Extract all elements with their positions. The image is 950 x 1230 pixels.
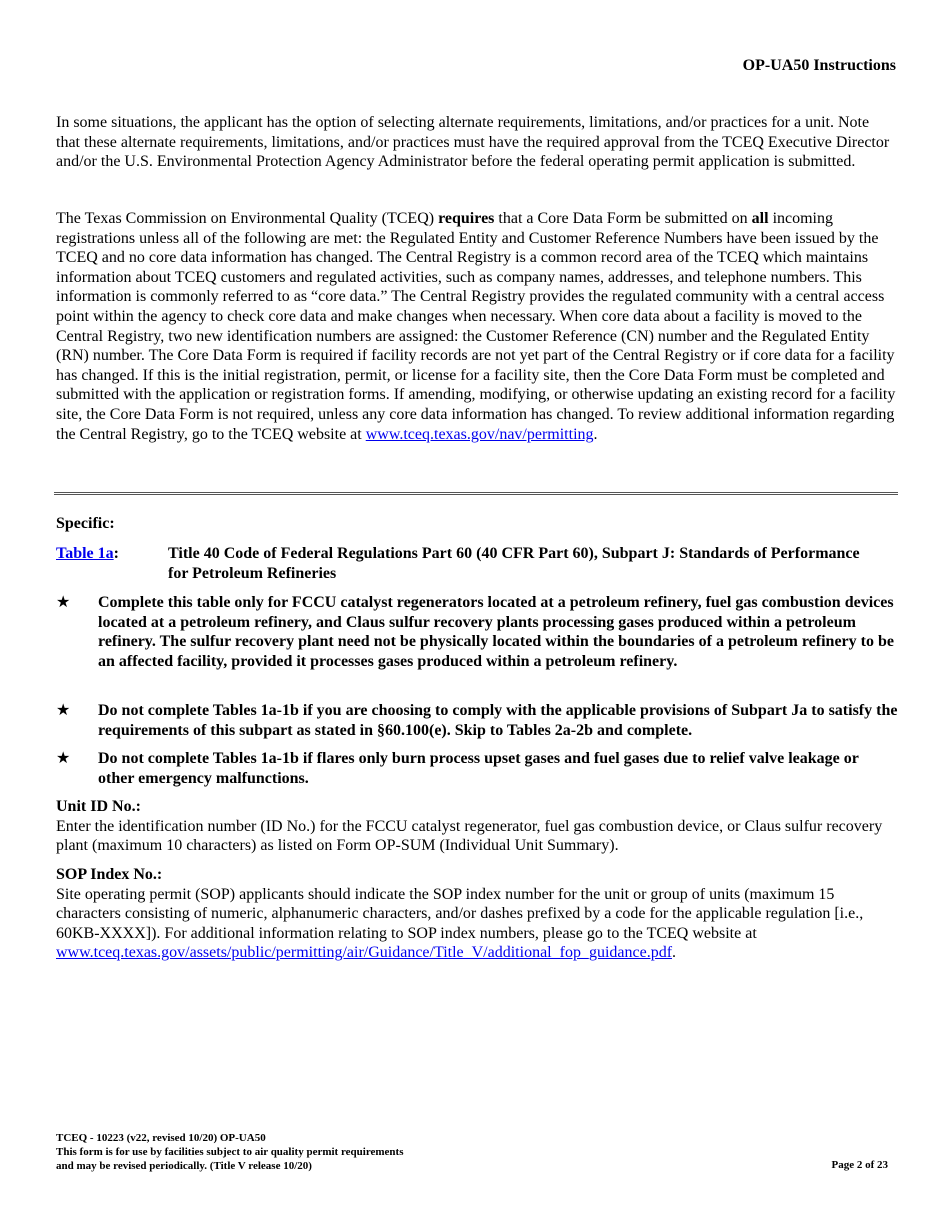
p2-text-e: incoming registrations unless all of the following are met: the Regulated Entity and Customer Reference Numbers have been issued by the TCEQ and no core data information has changed. The Central Registry is a common record area of the TCEQ which maintains information about TCEQ customers and regulated activities, such as company names, addresses, and telephone numbers. This information is commonly referred to as “core data.” The Central Registry provides the regulated community with a central access point within the agency to check core data and make changes when necessary. When core data about a facility is moved to the Central Registry, two new identification numbers are assigned: the Customer Reference (CN) number and the Regulated Entity (RN) number. The Core Data Form is required if facility records are not yet part of the Central Registry or if core data for a facility has changed. If this is the initial registration, permit, or license for a facility site, then the Core Data Form must be completed and submitted with the application or registration forms. If amending, modifying, or otherwise updating an existing record for a facility site, the Core Data Form is not required, unless any core data information has changed. To review additional information regarding the Central Registry, go to the TCEQ website at bbox=[56, 210, 896, 443]
unit-id-text: Enter the identification number (ID No.) for the FCCU catalyst regenerator, fuel gas combustion device, or Claus sulfur recovery plant (maximum 10 characters) as listed on Form OP-SUM (Individual Unit Summary). bbox=[56, 817, 883, 855]
page-number: Page 2 of 23 bbox=[831, 1159, 888, 1171]
p2-text-c: that a Core Data Form be submitted on bbox=[494, 210, 752, 227]
sop-index-paragraph bbox=[56, 885, 896, 963]
p2-text-end: . bbox=[593, 425, 598, 443]
table-1a-label bbox=[56, 544, 119, 564]
bullet-text: Do not complete Tables 1a-1b if flares only burn process upset gases and fuel gases due to relief valve leakage or other emergency malfunctions. bbox=[98, 750, 859, 787]
footer-line-2: This form is for use by facilities subject to air quality permit requirements bbox=[56, 1146, 404, 1158]
page-footer bbox=[56, 1131, 404, 1173]
star-bullet-icon: ★ bbox=[56, 702, 71, 719]
table-1a-title: Title 40 Code of Federal Regulations Part 60 (40 CFR Part 60), Subpart J: Standards of Performance for Petroleum Refineries bbox=[168, 545, 860, 582]
section-divider bbox=[54, 492, 898, 495]
table-1a-colon: : bbox=[113, 545, 119, 562]
star-bullet-icon: ★ bbox=[56, 750, 71, 767]
p2-bold-all: all bbox=[751, 210, 769, 227]
star-bullet-icon: ★ bbox=[56, 594, 71, 611]
sop-index-section bbox=[56, 865, 896, 963]
page-header-title: OP-UA50 Instructions bbox=[742, 57, 896, 74]
permitting-link[interactable]: www.tceq.texas.gov/nav/permitting bbox=[365, 425, 594, 443]
footer-line-3: and may be revised periodically. (Title V release 10/20) bbox=[56, 1160, 312, 1172]
table-1a-link[interactable]: Table 1a bbox=[56, 545, 114, 562]
bullet-text: Complete this table only for FCCU catalyst regenerators located at a petroleum refinery, fuel gas combustion devices located at a petroleum refinery, and Claus sulfur recovery plants processing gases produced within a petroleum refinery. The sulfur recovery plant need not be physically located within the boundaries of a petroleum refinery to be an affected facility, provided it processes gases produced within a petroleum refinery. bbox=[98, 594, 894, 670]
sop-index-end: . bbox=[672, 944, 677, 962]
intro-paragraph-2 bbox=[56, 209, 896, 444]
bullet-text: Do not complete Tables 1a-1b if you are choosing to comply with the applicable provisions of Subpart Ja to satisfy the requirements of this subpart as stated in §60.100(e). Skip to Tables 2a-2b and complete. bbox=[98, 702, 898, 739]
p2-bold-requires: requires bbox=[438, 210, 495, 227]
p2-text-a: The Texas Commission on Environmental Quality (TCEQ) bbox=[56, 210, 439, 227]
unit-id-heading: Unit ID No.: bbox=[56, 798, 141, 815]
specific-heading: Specific: bbox=[56, 515, 115, 532]
fop-guidance-link[interactable]: www.tceq.texas.gov/assets/public/permitting/air/Guidance/Title_V/additional_fop_guidance.pdf bbox=[56, 944, 673, 962]
unit-id-section bbox=[56, 797, 896, 856]
footer-line-1: TCEQ - 10223 (v22, revised 10/20) OP-UA50 bbox=[56, 1132, 266, 1144]
sop-index-heading: SOP Index No.: bbox=[56, 866, 163, 883]
sop-index-text: Site operating permit (SOP) applicants should indicate the SOP index number for the unit or group of units (maximum 15 characters consisting of numeric, alphanumeric characters, and/or dashes prefixed by a code for the applicable regulation [i.e., 60KB-XXXX]). For additional information relating to SOP index numbers, please go to the TCEQ website at bbox=[56, 885, 864, 942]
intro-paragraph-1: In some situations, the applicant has the option of selecting alternate requirements, limitations, and/or practices for a unit. Note that these alternate requirements, limitations, and/or practices must have the required approval from the TCEQ Executive Director and/or the U.S. Environmental Protection Agency Administrator before the federal operating permit application is submitted. bbox=[56, 114, 890, 171]
